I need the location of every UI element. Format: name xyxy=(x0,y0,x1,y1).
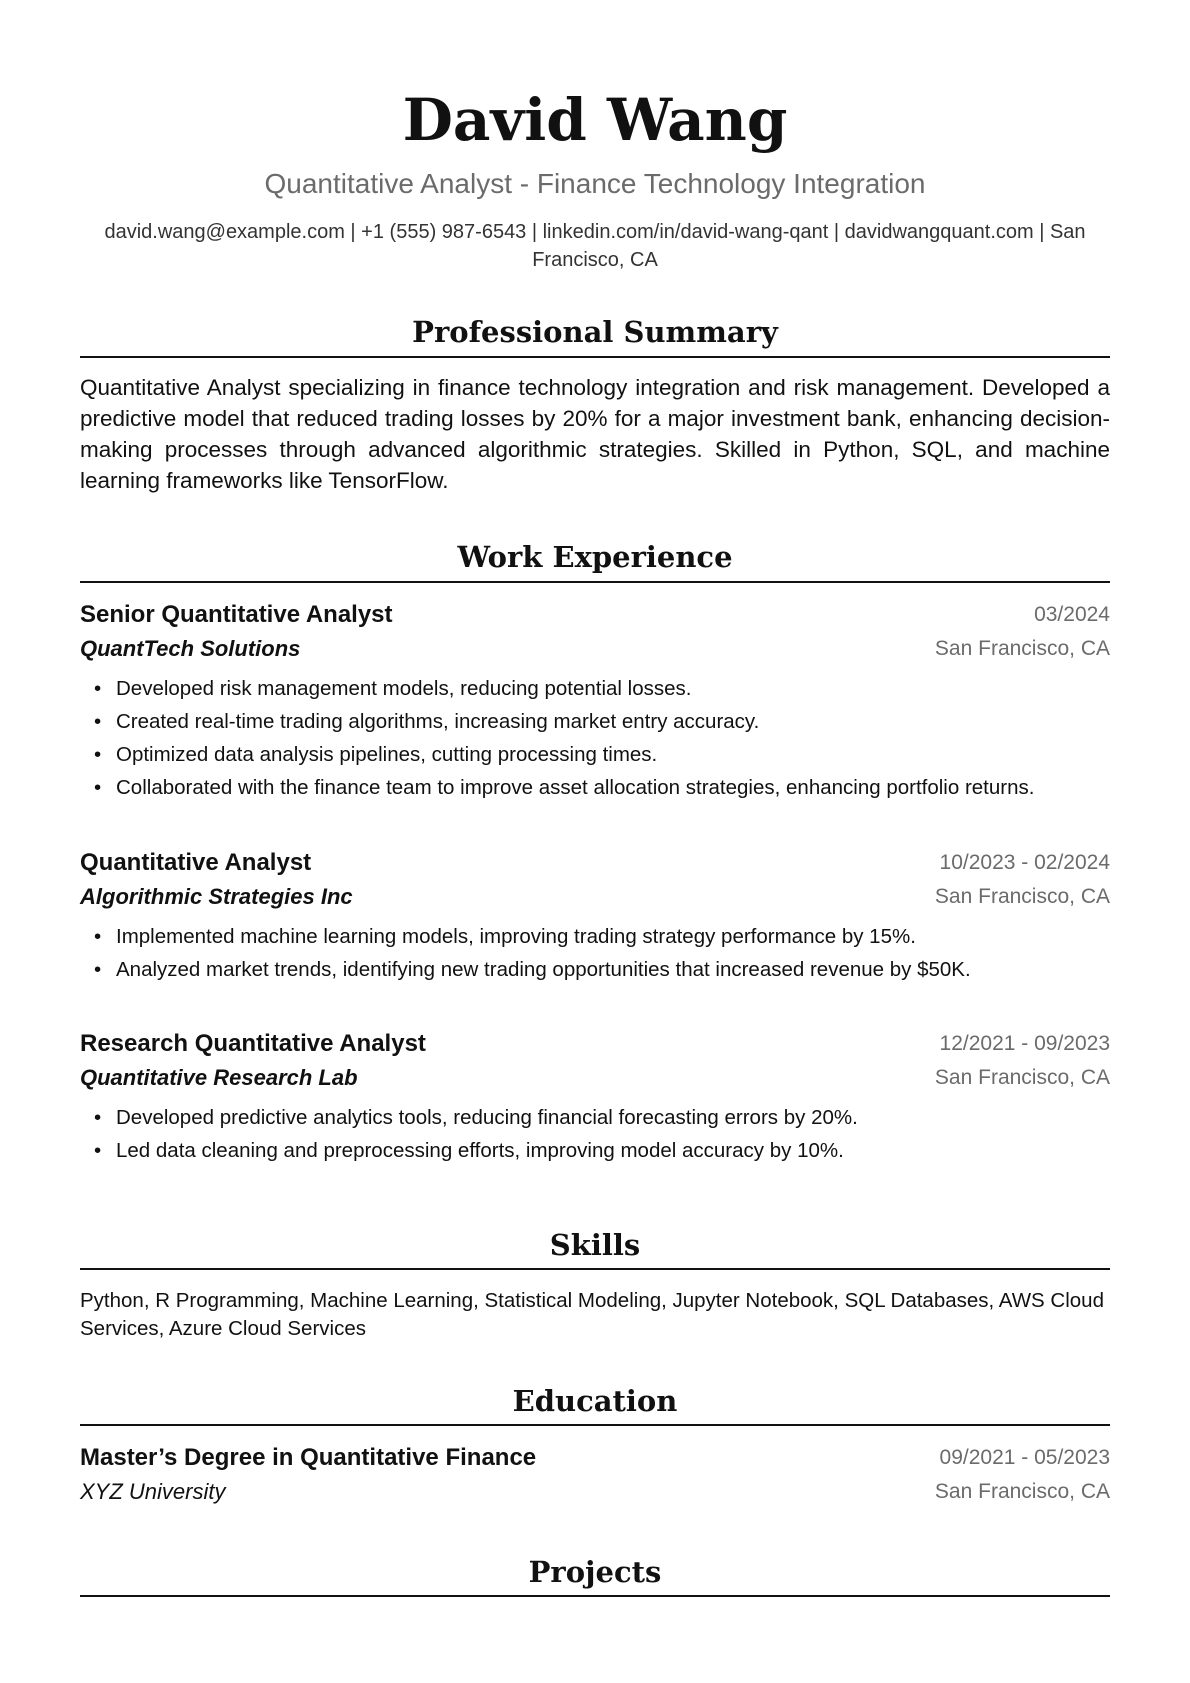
job-header xyxy=(80,598,1110,632)
job-entry xyxy=(80,846,1110,986)
job-entry xyxy=(80,598,1110,804)
job-header xyxy=(80,846,1110,880)
section-title-education: Education xyxy=(512,1384,678,1418)
bullet-item: • Analyzed market trends, identifying new trading opportunities that increased revenue by $50K. xyxy=(80,953,1110,986)
job-subheader xyxy=(80,880,1110,914)
candidate-headline: Quantitative Analyst - Finance Technology Integration xyxy=(264,168,926,199)
school-name: XYZ University xyxy=(80,1479,226,1504)
bullet-item: • Developed risk management models, reducing potential losses. xyxy=(80,672,1110,705)
job-subheader xyxy=(80,1061,1110,1095)
education-header xyxy=(80,1441,1110,1475)
bullet-icon: • xyxy=(94,776,102,799)
candidate-name: David Wang xyxy=(402,86,788,154)
job-company: QuantTech Solutions xyxy=(80,636,301,661)
job-location: San Francisco, CA xyxy=(934,1066,1110,1089)
section-divider xyxy=(80,581,1110,583)
bullet-icon: • xyxy=(94,710,102,733)
contact-line: david.wang@example.com | +1 (555) 987-6543 | linkedin.com/in/david-wang-qant | davidwangquant.com | San Francisco, CA xyxy=(104,221,1086,271)
education-entry xyxy=(80,1441,1110,1509)
bullet-item: • Implemented machine learning models, improving trading strategy performance by 15%. xyxy=(80,920,1110,953)
job-bullets xyxy=(80,920,1110,986)
education-dates: 09/2021 - 05/2023 xyxy=(939,1446,1110,1469)
bullet-item: • Collaborated with the finance team to improve asset allocation strategies, enhancing portfolio returns. xyxy=(80,771,1110,804)
education-subheader xyxy=(80,1475,1110,1509)
job-header xyxy=(80,1027,1110,1061)
job-title: Quantitative Analyst xyxy=(80,849,312,876)
skills-text: Python, R Programming, Machine Learning, Statistical Modeling, Jupyter Notebook, SQL Databases, AWS Cloud Services, Azure Cloud Services xyxy=(80,1289,1104,1340)
bullet-icon: • xyxy=(94,743,102,766)
section-title-skills: Skills xyxy=(549,1228,641,1262)
job-subheader xyxy=(80,632,1110,666)
job-dates: 03/2024 xyxy=(1034,603,1110,626)
section-divider xyxy=(80,1424,1110,1426)
section-title-experience: Work Experience xyxy=(457,540,733,574)
job-dates: 12/2021 - 09/2023 xyxy=(939,1032,1110,1055)
job-company: Algorithmic Strategies Inc xyxy=(80,884,353,909)
job-title: Senior Quantitative Analyst xyxy=(80,601,393,628)
job-location: San Francisco, CA xyxy=(934,637,1110,660)
section-divider xyxy=(80,356,1110,358)
job-company: Quantitative Research Lab xyxy=(80,1065,358,1090)
degree-title: Master’s Degree in Quantitative Finance xyxy=(80,1444,537,1471)
bullet-icon: • xyxy=(94,1106,102,1129)
bullet-icon: • xyxy=(94,677,102,700)
bullet-item: • Created real-time trading algorithms, increasing market entry accuracy. xyxy=(80,705,1110,738)
education-location: San Francisco, CA xyxy=(934,1480,1110,1503)
section-divider xyxy=(80,1595,1110,1597)
job-bullets xyxy=(80,1101,1110,1167)
bullet-icon: • xyxy=(94,1139,102,1162)
section-title-summary: Professional Summary xyxy=(412,315,778,349)
bullet-icon: • xyxy=(94,925,102,948)
summary-text: Quantitative Analyst specializing in finance technology integration and risk management. Developed a predictive model that reduced trading losses by 20% for a major investment bank, enhancing decision-making processes through advanced algorithmic strategies. Skilled in Python, SQL, and machine learning frameworks like TensorFlow. xyxy=(80,375,1110,493)
job-title: Research Quantitative Analyst xyxy=(80,1030,426,1057)
bullet-item: • Developed predictive analytics tools, reducing financial forecasting errors by 20%. xyxy=(80,1101,1110,1134)
job-dates: 10/2023 - 02/2024 xyxy=(939,851,1110,874)
job-bullets xyxy=(80,672,1110,804)
job-location: San Francisco, CA xyxy=(934,885,1110,908)
job-entry xyxy=(80,1027,1110,1167)
bullet-icon: • xyxy=(94,958,102,981)
section-title-projects: Projects xyxy=(528,1555,662,1589)
bullet-item: • Led data cleaning and preprocessing efforts, improving model accuracy by 10%. xyxy=(80,1134,1110,1167)
bullet-item: • Optimized data analysis pipelines, cutting processing times. xyxy=(80,738,1110,771)
section-divider xyxy=(80,1268,1110,1270)
